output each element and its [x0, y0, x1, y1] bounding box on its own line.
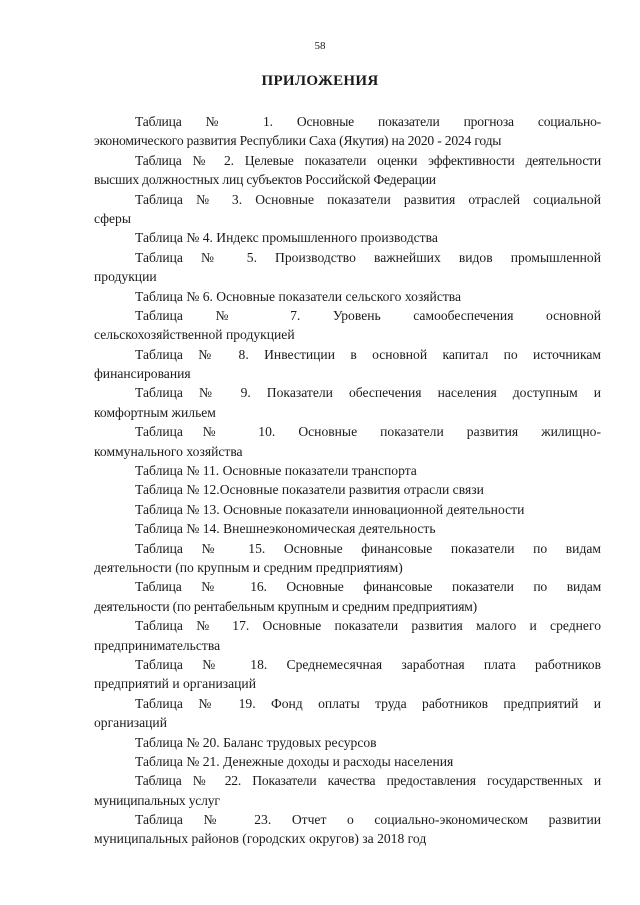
entry-title-line: Таблица № 15. Основные финансовые показатели по видам — [135, 540, 601, 556]
entry-title-line: Таблица № 12.Основные показатели развития отрасли связи — [135, 482, 484, 498]
entry-continuation-line: коммунального хозяйства — [94, 443, 243, 459]
appendix-entry — [94, 248, 601, 287]
entry-title-line: Таблица № 19. Фонд оплаты труда работников предприятий и — [135, 695, 601, 711]
entry-title-line: Таблица № 1. Основные показатели прогноза социально- — [135, 114, 601, 129]
appendix-entry — [94, 190, 601, 229]
appendix-entry — [94, 519, 601, 538]
entry-title-line: Таблица № 7. Уровень самообеспечения основной — [135, 307, 601, 323]
appendix-entry — [94, 500, 601, 519]
entry-title-line: Таблица № 5. Производство важнейших видов промышленной — [135, 249, 601, 265]
entry-continuation-line: сельскохозяйственной продукцией — [94, 327, 295, 343]
entry-title-line: Таблица № 18. Среднемесячная заработная плата работников — [135, 656, 601, 672]
appendix-entry — [94, 383, 601, 422]
entry-title-line: Таблица № 4. Индекс промышленного производства — [135, 230, 438, 246]
entry-continuation-line: предприятий и организаций — [94, 676, 256, 692]
entry-title-line: Таблица № 16. Основные финансовые показатели по видам — [135, 579, 601, 595]
entry-continuation-line: сферы — [94, 210, 131, 226]
appendix-entry — [94, 345, 601, 384]
entry-title-line: Таблица № 9. Показатели обеспечения населения доступным и — [135, 385, 601, 401]
appendix-entry — [94, 422, 601, 461]
appendix-entry — [94, 461, 601, 480]
appendix-entry — [94, 577, 601, 616]
entry-continuation-line: муниципальных услуг — [94, 792, 220, 808]
entry-title-line: Таблица № 22. Показатели качества предоставления государственных и — [135, 773, 601, 789]
entry-continuation-line: организаций — [94, 715, 167, 731]
entry-title-line: Таблица № 11. Основные показатели транспорта — [135, 463, 417, 479]
appendix-entry — [94, 306, 601, 345]
entry-title-line: Таблица № 13. Основные показатели инновационной деятельности — [135, 501, 525, 517]
appendix-entry — [94, 151, 601, 190]
entry-title-line: Таблица № 23. Отчет о социально-экономическом развитии — [135, 812, 601, 828]
appendix-entry — [94, 616, 601, 655]
entry-continuation-line: деятельности (по крупным и средним предприятиям) — [94, 559, 403, 575]
appendix-entry — [94, 480, 601, 499]
entry-continuation-line: продукции — [94, 269, 157, 285]
appendix-entry — [94, 655, 601, 694]
appendix-entry — [94, 228, 601, 247]
entry-continuation-line: комфортным жильем — [94, 404, 216, 420]
appendix-entry — [94, 810, 601, 849]
entry-title-line: Таблица № 8. Инвестиции в основной капитал по источникам — [135, 346, 601, 362]
entry-title-line: Таблица № 20. Баланс трудовых ресурсов — [135, 734, 377, 750]
appendix-entry — [94, 752, 601, 771]
appendix-entry — [94, 771, 601, 810]
entry-continuation-line: высших должностных лиц субъектов Российской Федерации — [94, 172, 436, 188]
entry-title-line: Таблица № 14. Внешнеэкономическая деятельность — [135, 521, 436, 537]
entry-title-line: Таблица№ 10. Основные показатели развития жилищно- — [135, 424, 601, 440]
entry-continuation-line: финансирования — [94, 366, 191, 382]
page-heading: ПРИЛОЖЕНИЯ — [261, 73, 379, 89]
appendix-list — [94, 112, 601, 849]
entry-title-line: Таблица № 17. Основные показатели развития малого и среднего — [135, 618, 601, 634]
entry-continuation-line: муниципальных районов (городских округов) за 2018 год — [94, 831, 427, 847]
entry-title-line: Таблица № 3. Основные показатели развития отраслей социальной — [135, 191, 601, 207]
appendix-entry — [94, 539, 601, 578]
appendix-entry — [94, 694, 601, 733]
appendix-entry — [94, 733, 601, 752]
entry-continuation-line: деятельности (по рентабельным крупным и средним предприятиям) — [94, 598, 477, 614]
entry-continuation-line: предпринимательства — [94, 637, 221, 653]
page-number: 58 — [314, 40, 326, 52]
entry-title-line: Таблица № 21. Денежные доходы и расходы населения — [135, 753, 454, 769]
entry-continuation-line: экономического развития Республики Саха (Якутия) на 2020 - 2024 годы — [94, 133, 502, 149]
entry-title-line: Таблица № 6. Основные показатели сельского хозяйства — [135, 288, 462, 304]
entry-title-line: Таблица № 2. Целевые показатели оценки эффективности деятельности — [135, 152, 601, 168]
appendix-entry — [94, 112, 601, 151]
appendix-entry — [94, 287, 601, 306]
